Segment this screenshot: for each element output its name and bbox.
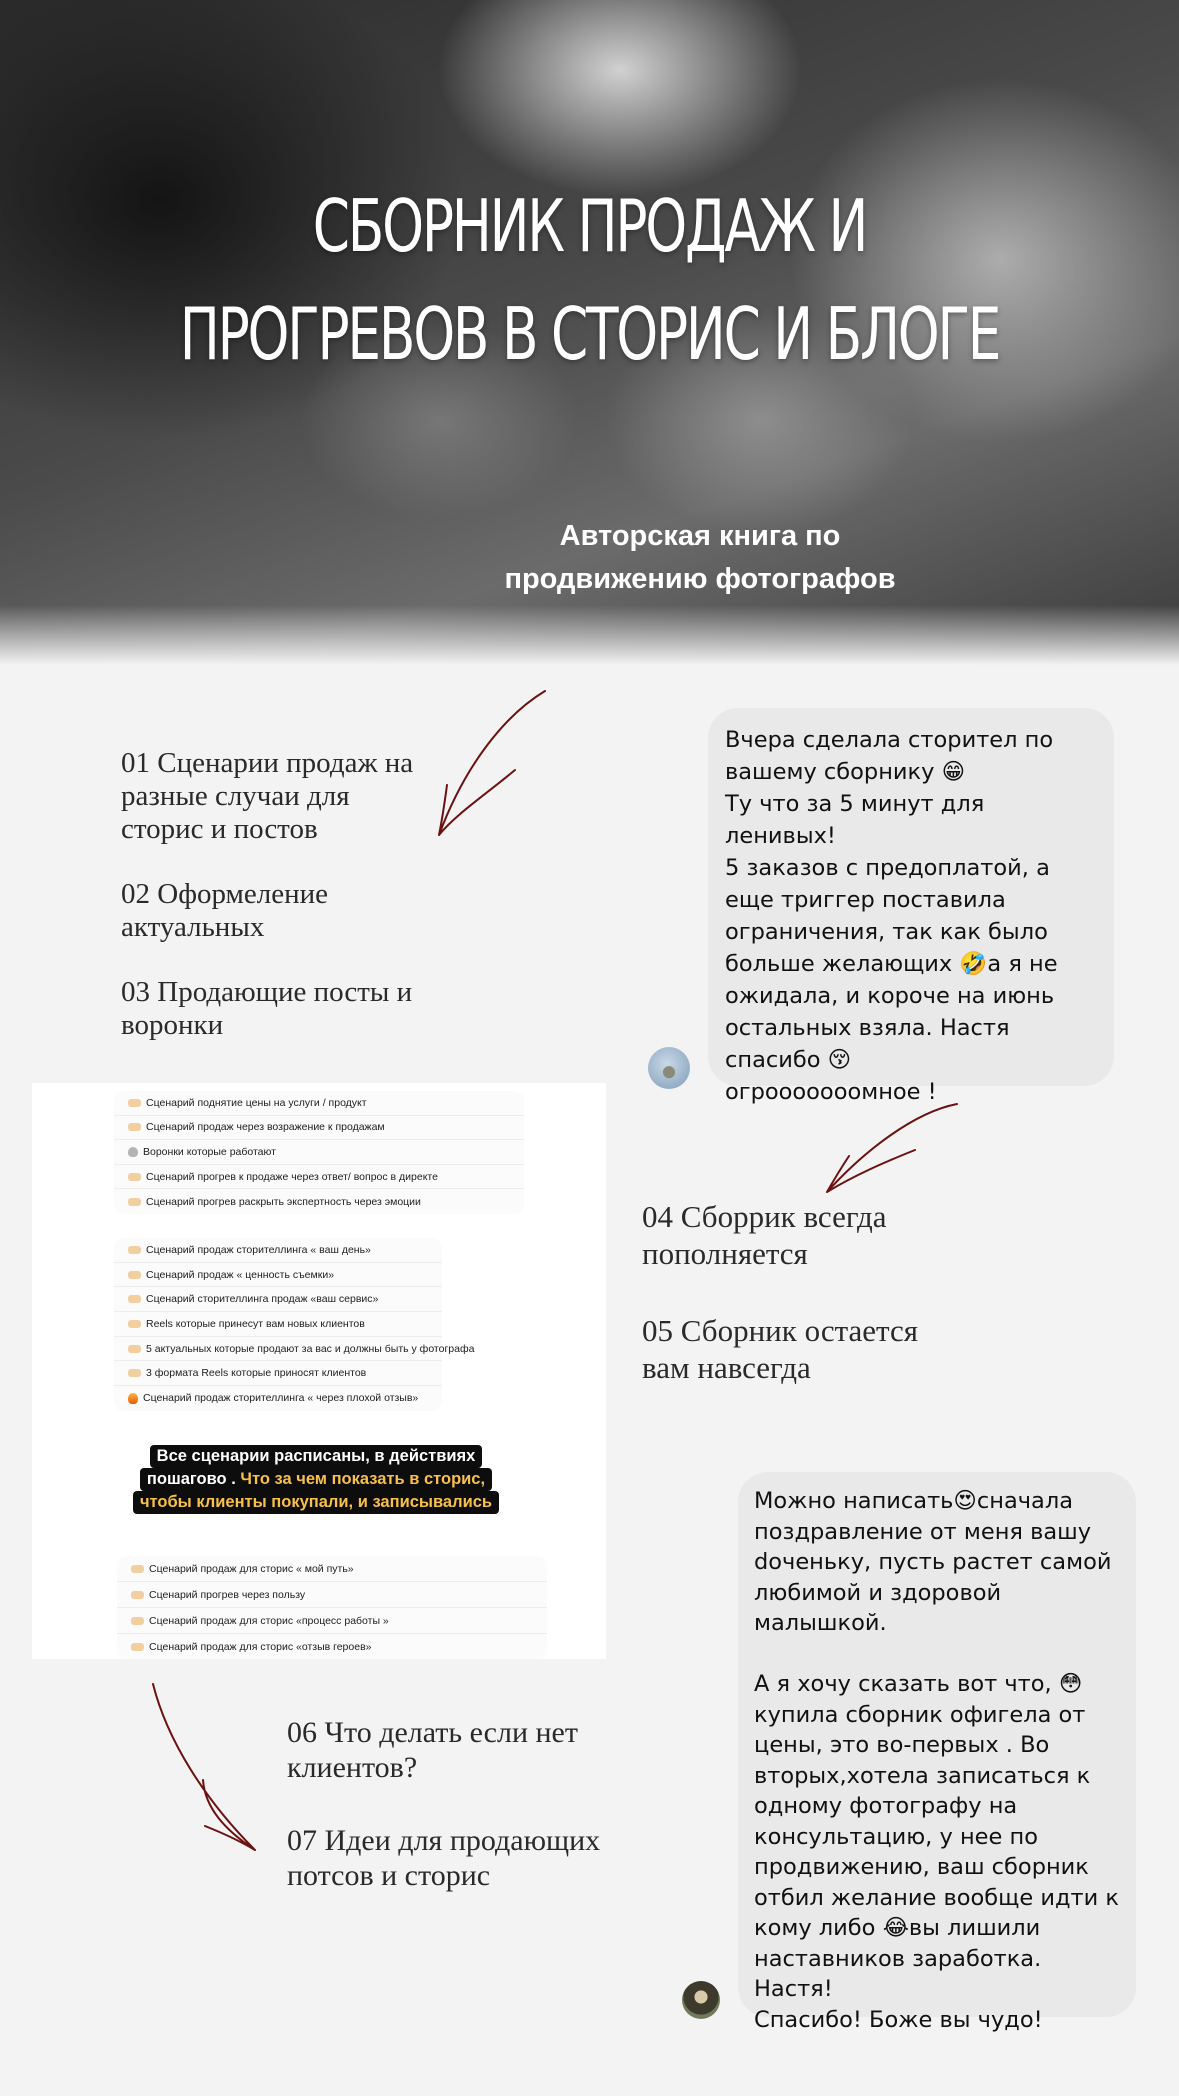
scenario-list-3	[117, 1556, 547, 1659]
list-item: Сценарий прогрев через пользу	[117, 1582, 547, 1608]
list-item: Сценарий продаж сторителлинга « через плохой отзыв»	[114, 1386, 442, 1411]
banner-line-2-plain: пошагово .	[146, 1470, 241, 1488]
hand-icon	[128, 1271, 141, 1279]
feature-list-1	[121, 747, 461, 1074]
feature-list-2	[642, 1198, 1022, 1426]
hand-icon	[128, 1198, 141, 1206]
banner-line-1: Все сценарии расписаны, в действиях	[150, 1445, 483, 1468]
list-item: Сценарий продаж для сторис « мой путь»	[117, 1556, 547, 1582]
arrow-icon	[425, 685, 555, 845]
funnel-icon	[128, 1147, 138, 1157]
list-item: Сценарий продаж для сторис «процесс работы »	[117, 1608, 547, 1634]
hand-icon	[128, 1295, 141, 1303]
banner-line-2	[140, 1468, 492, 1491]
hand-icon	[128, 1320, 141, 1328]
scenario-list-2	[114, 1238, 475, 1411]
hero-subtitle-line2: продвижению фотографов	[504, 563, 896, 595]
hero-banner	[0, 0, 1179, 665]
hero-title	[153, 172, 1025, 388]
review-bubble-1: Вчера сделала сторител по вашему сборнику 😁 Ту что за 5 минут для ленивых! 5 заказов с предоплатой, а еще триггер поставила ограничения, так как было больше желающих 🤣а я не ожидала, и короче на июнь остальных взяла. Настя спасибо 😚 огрооооооомное !	[708, 708, 1114, 1086]
list-item: Сценарий продаж « ценность съемки»	[114, 1263, 442, 1288]
fire-icon	[128, 1393, 138, 1404]
list-item: Воронки которые работают	[114, 1140, 524, 1165]
scenarios-screenshot	[32, 1083, 606, 1659]
scenario-list-1	[114, 1091, 524, 1214]
hand-icon	[128, 1369, 141, 1377]
banner-line-3: чтобы клиенты покупали, и записывались	[133, 1491, 499, 1514]
list-item: Сценарий продаж через возражение к продажам	[114, 1116, 524, 1141]
arrow-icon	[815, 1100, 965, 1200]
hand-icon	[131, 1591, 144, 1599]
hand-icon	[128, 1345, 141, 1353]
banner-line-2-highlight: Что за чем показать в сторис,	[240, 1470, 486, 1488]
list-item: Сценарий прогрев к продаже через ответ/ вопрос в директе	[114, 1165, 524, 1190]
list-item: Сценарий продаж для сторис «отзыв героев»	[117, 1634, 547, 1659]
list-item: Сценарий сторителлинга продаж «ваш сервис»	[114, 1287, 442, 1312]
feature-item-02: 02 Оформеление актуальных	[121, 878, 329, 943]
hero-subtitle-line1: Авторская книга по	[559, 520, 841, 552]
hand-icon	[128, 1123, 141, 1131]
arrow-icon	[145, 1680, 265, 1855]
hand-icon	[128, 1173, 141, 1181]
scenarios-banner	[124, 1445, 508, 1514]
review-bubble-2: Можно написать😍сначала поздравление от меня вашу dоченьку, пусть растет самой любимой и здоровой малышкой. А я хочу сказать вот что, 😳 купила сборник офигела от цены, это во-первых . Во вторых,хотела записаться к одному фотографу на консультацию, у нее по продвижению, ваш сборник отбил желание вообще идти к кому либо 😂вы лишили наставников заработка. Настя! Спасибо! Боже вы чудо!	[738, 1472, 1136, 2017]
feature-item-03: 03 Продающие посты и воронки	[121, 976, 413, 1041]
hero-subtitle	[440, 515, 960, 601]
list-item: Reels которые принесут вам новых клиентов	[114, 1312, 442, 1337]
reviewer-avatar-2	[682, 1981, 720, 2019]
feature-item-06: 06 Что делать если нет клиентов?	[287, 1716, 578, 1784]
hero-title-line1: СБОРНИК ПРОДАЖ И	[312, 184, 867, 268]
list-item: Сценарий прогрев раскрыть экспертность через эмоции	[114, 1189, 524, 1214]
list-item: 3 формата Reels которые приносят клиентов	[114, 1361, 442, 1386]
list-item: Сценарий поднятие цены на услуги / продукт	[114, 1091, 524, 1116]
feature-item-05: 05 Сборник остается вам навсегда	[642, 1313, 918, 1385]
list-item: 5 актуальных которые продают за вас и должны быть у фотографа	[114, 1337, 442, 1362]
list-item: Сценарий продаж сторителлинга « ваш день»	[114, 1238, 442, 1263]
hand-icon	[131, 1617, 144, 1625]
feature-item-04: 04 Сборрик всегда пополняется	[642, 1199, 887, 1271]
feature-list-3	[287, 1715, 647, 1931]
feature-item-01: 01 Сценарии продаж на разные случаи для сторис и постов	[121, 747, 414, 845]
hand-icon	[131, 1643, 144, 1651]
reviewer-avatar-1	[648, 1047, 690, 1089]
hero-title-line2: ПРОГРЕВОВ В СТОРИС И БЛОГЕ	[179, 292, 1000, 376]
feature-item-07: 07 Идеи для продающих потсов и сторис	[287, 1824, 601, 1892]
hand-icon	[131, 1565, 144, 1573]
hand-icon	[128, 1246, 141, 1254]
hand-icon	[128, 1099, 141, 1107]
